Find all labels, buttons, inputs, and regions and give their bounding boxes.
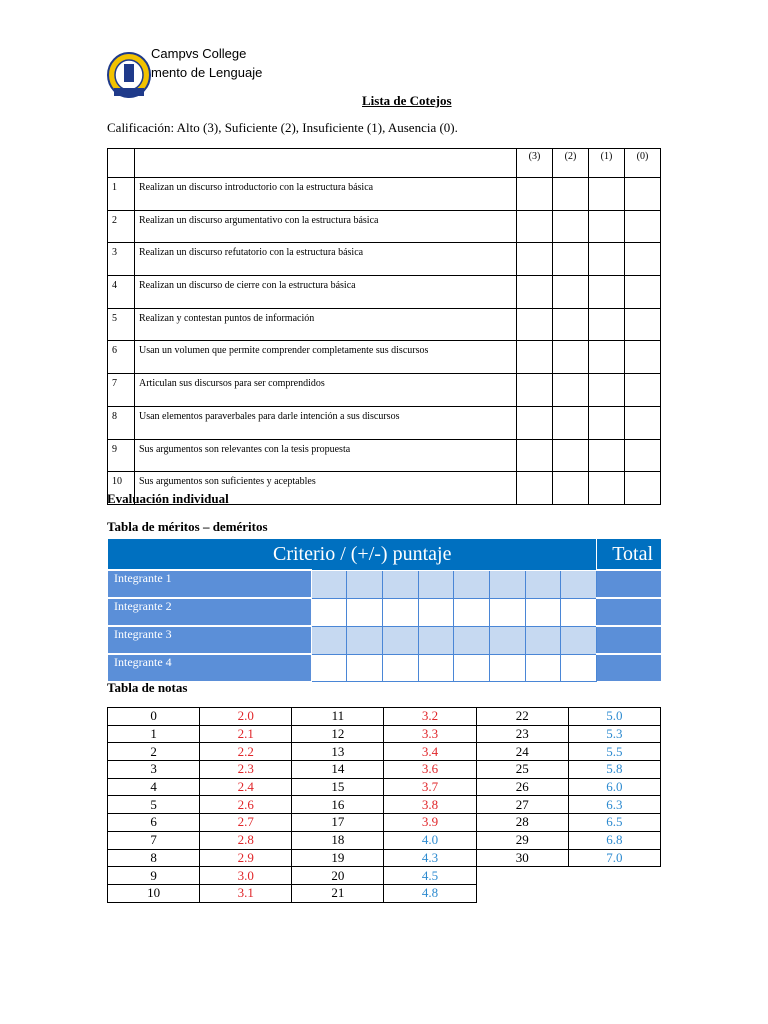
grade-row	[108, 743, 661, 761]
grade-row	[108, 867, 661, 885]
row-number: 5	[108, 308, 135, 341]
empty-cell	[476, 867, 568, 885]
score-points: 4	[108, 778, 200, 796]
score-cell[interactable]	[589, 439, 625, 472]
criteria-score-cell[interactable]	[311, 654, 347, 682]
empty-cell	[568, 867, 660, 885]
score-points: 27	[476, 796, 568, 814]
score-cell[interactable]	[625, 210, 661, 243]
score-cell[interactable]	[553, 308, 589, 341]
member-name: Integrante 1	[108, 570, 312, 598]
score-cell[interactable]	[589, 374, 625, 407]
score-points: 16	[292, 796, 384, 814]
checklist-row	[108, 308, 661, 341]
row-number: 8	[108, 406, 135, 439]
score-cell[interactable]	[625, 178, 661, 211]
criterion-text: Realizan un discurso de cierre con la estructura básica	[135, 276, 517, 309]
grade-value: 2.6	[200, 796, 292, 814]
score-cell[interactable]	[553, 406, 589, 439]
checklist-row	[108, 439, 661, 472]
total-cell[interactable]	[597, 570, 662, 598]
empty-cell	[476, 884, 568, 902]
score-header: (1)	[589, 149, 625, 178]
grade-row	[108, 708, 661, 726]
grade-value: 6.8	[568, 831, 660, 849]
checklist-row	[108, 210, 661, 243]
row-number: 9	[108, 439, 135, 472]
grade-value: 3.9	[384, 814, 476, 832]
merits-header-row	[108, 539, 662, 571]
grade-value: 3.3	[384, 725, 476, 743]
grade-value: 6.3	[568, 796, 660, 814]
grade-row	[108, 778, 661, 796]
score-cell[interactable]	[553, 276, 589, 309]
row-number: 7	[108, 374, 135, 407]
criteria-score-cell[interactable]	[561, 626, 597, 654]
criteria-score-cell[interactable]	[561, 598, 597, 626]
checklist-row	[108, 243, 661, 276]
grade-value: 2.2	[200, 743, 292, 761]
score-points: 10	[108, 884, 200, 902]
criteria-score-cell[interactable]	[454, 654, 490, 682]
criteria-score-cell[interactable]	[418, 598, 454, 626]
score-cell[interactable]	[625, 472, 661, 505]
score-points: 14	[292, 761, 384, 779]
score-cell[interactable]	[625, 276, 661, 309]
row-number: 1	[108, 178, 135, 211]
criteria-score-cell[interactable]	[525, 570, 561, 598]
score-cell[interactable]	[553, 341, 589, 374]
score-cell[interactable]	[589, 341, 625, 374]
score-points: 21	[292, 884, 384, 902]
criteria-score-cell[interactable]	[347, 626, 383, 654]
grades-table	[107, 707, 661, 903]
criteria-score-cell[interactable]	[418, 570, 454, 598]
grade-row	[108, 849, 661, 867]
criteria-score-cell[interactable]	[311, 570, 347, 598]
score-header: (3)	[517, 149, 553, 178]
criteria-header: Criterio / (+/-) puntaje	[108, 539, 597, 571]
grade-value: 3.2	[384, 708, 476, 726]
score-points: 3	[108, 761, 200, 779]
score-points: 5	[108, 796, 200, 814]
grade-value: 3.4	[384, 743, 476, 761]
score-cell[interactable]	[517, 374, 553, 407]
score-cell[interactable]	[625, 374, 661, 407]
grade-value: 5.0	[568, 708, 660, 726]
checklist-row	[108, 341, 661, 374]
criterion-text: Realizan un discurso introductorio con la estructura básica	[135, 178, 517, 211]
criterion-text: Articulan sus discursos para ser comprendidos	[135, 374, 517, 407]
header-criterion-cell	[135, 149, 517, 178]
header-number-cell	[108, 149, 135, 178]
grade-value: 5.5	[568, 743, 660, 761]
criteria-score-cell[interactable]	[490, 626, 526, 654]
school-logo-icon	[106, 50, 152, 100]
total-header: Total	[597, 539, 662, 571]
criteria-score-cell[interactable]	[454, 626, 490, 654]
member-name: Integrante 4	[108, 654, 312, 682]
score-cell[interactable]	[625, 308, 661, 341]
score-cell[interactable]	[517, 406, 553, 439]
score-cell[interactable]	[553, 210, 589, 243]
criteria-score-cell[interactable]	[347, 598, 383, 626]
criterion-text: Realizan un discurso argumentativo con la estructura básica	[135, 210, 517, 243]
grade-row	[108, 814, 661, 832]
criterion-text: Sus argumentos son relevantes con la tesis propuesta	[135, 439, 517, 472]
score-header: (0)	[625, 149, 661, 178]
member-row	[108, 570, 662, 598]
criteria-score-cell[interactable]	[311, 598, 347, 626]
grade-value: 4.5	[384, 867, 476, 885]
score-points: 25	[476, 761, 568, 779]
grade-row	[108, 884, 661, 902]
criterion-text: Realizan y contestan puntos de información	[135, 308, 517, 341]
criteria-score-cell[interactable]	[561, 570, 597, 598]
criterion-text: Realizan un discurso refutatorio con la estructura básica	[135, 243, 517, 276]
score-cell[interactable]	[589, 472, 625, 505]
score-points: 0	[108, 708, 200, 726]
grade-value: 6.5	[568, 814, 660, 832]
grade-value: 2.9	[200, 849, 292, 867]
score-points: 12	[292, 725, 384, 743]
grade-value: 4.0	[384, 831, 476, 849]
grade-row	[108, 831, 661, 849]
criteria-score-cell[interactable]	[454, 570, 490, 598]
score-cell[interactable]	[553, 472, 589, 505]
grade-value: 3.0	[200, 867, 292, 885]
criteria-score-cell[interactable]	[454, 598, 490, 626]
checklist-row	[108, 178, 661, 211]
row-number: 10	[108, 472, 135, 505]
score-cell[interactable]	[589, 276, 625, 309]
criteria-score-cell[interactable]	[490, 654, 526, 682]
score-cell[interactable]	[517, 439, 553, 472]
score-points: 7	[108, 831, 200, 849]
criteria-score-cell[interactable]	[525, 598, 561, 626]
criteria-score-cell[interactable]	[490, 598, 526, 626]
grade-value: 3.1	[200, 884, 292, 902]
checklist-row	[108, 406, 661, 439]
score-points: 19	[292, 849, 384, 867]
grade-value: 3.7	[384, 778, 476, 796]
grade-value: 3.6	[384, 761, 476, 779]
score-cell[interactable]	[517, 341, 553, 374]
score-cell[interactable]	[553, 439, 589, 472]
score-cell[interactable]	[589, 308, 625, 341]
score-points: 29	[476, 831, 568, 849]
score-points: 2	[108, 743, 200, 761]
grades-heading: Tabla de notas	[107, 680, 188, 695]
member-row	[108, 654, 662, 682]
member-row	[108, 598, 662, 626]
criteria-score-cell[interactable]	[383, 570, 419, 598]
score-points: 22	[476, 708, 568, 726]
criteria-score-cell[interactable]	[383, 598, 419, 626]
score-header: (2)	[553, 149, 589, 178]
score-cell[interactable]	[589, 243, 625, 276]
score-cell[interactable]	[625, 406, 661, 439]
score-points: 23	[476, 725, 568, 743]
grade-row	[108, 796, 661, 814]
score-points: 24	[476, 743, 568, 761]
score-points: 30	[476, 849, 568, 867]
checklist-table	[107, 148, 661, 505]
grade-value: 5.3	[568, 725, 660, 743]
score-cell[interactable]	[553, 374, 589, 407]
criterion-text: Sus argumentos son suficientes y aceptables	[135, 472, 517, 505]
member-name: Integrante 3	[108, 626, 312, 654]
score-points: 17	[292, 814, 384, 832]
score-cell[interactable]	[517, 308, 553, 341]
grade-value: 2.8	[200, 831, 292, 849]
grade-value: 7.0	[568, 849, 660, 867]
grade-value: 2.3	[200, 761, 292, 779]
criteria-score-cell[interactable]	[418, 654, 454, 682]
score-points: 1	[108, 725, 200, 743]
score-cell[interactable]	[517, 243, 553, 276]
criteria-score-cell[interactable]	[561, 654, 597, 682]
grade-value: 6.0	[568, 778, 660, 796]
score-cell[interactable]	[553, 243, 589, 276]
score-cell[interactable]	[625, 243, 661, 276]
merits-heading: Tabla de méritos – deméritos	[107, 519, 268, 534]
score-cell[interactable]	[517, 472, 553, 505]
score-cell[interactable]	[625, 439, 661, 472]
grade-value: 2.0	[200, 708, 292, 726]
grade-value: 2.1	[200, 725, 292, 743]
member-row	[108, 626, 662, 654]
score-points: 11	[292, 708, 384, 726]
grade-value: 3.8	[384, 796, 476, 814]
criteria-score-cell[interactable]	[347, 570, 383, 598]
row-number: 6	[108, 341, 135, 374]
score-points: 8	[108, 849, 200, 867]
empty-cell	[568, 884, 660, 902]
grade-value: 2.7	[200, 814, 292, 832]
score-points: 15	[292, 778, 384, 796]
criteria-score-cell[interactable]	[383, 654, 419, 682]
grade-row	[108, 725, 661, 743]
score-cell[interactable]	[589, 406, 625, 439]
criteria-score-cell[interactable]	[347, 654, 383, 682]
score-cell[interactable]	[589, 210, 625, 243]
criteria-score-cell[interactable]	[383, 626, 419, 654]
total-cell[interactable]	[597, 598, 662, 626]
grading-scale: Calificación: Alto (3), Suficiente (2), Insuficiente (1), Ausencia (0).	[107, 120, 458, 135]
total-cell[interactable]	[597, 626, 662, 654]
grade-row	[108, 761, 661, 779]
score-points: 9	[108, 867, 200, 885]
score-points: 26	[476, 778, 568, 796]
row-number: 4	[108, 276, 135, 309]
criteria-score-cell[interactable]	[311, 626, 347, 654]
department-name: mento de Lenguaje	[151, 65, 263, 80]
school-name: Campvs College	[151, 46, 247, 61]
score-points: 28	[476, 814, 568, 832]
score-cell[interactable]	[517, 276, 553, 309]
merits-table	[107, 538, 662, 682]
criteria-score-cell[interactable]	[525, 654, 561, 682]
score-points: 18	[292, 831, 384, 849]
member-name: Integrante 2	[108, 598, 312, 626]
checklist-row	[108, 276, 661, 309]
grade-value: 2.4	[200, 778, 292, 796]
criteria-score-cell[interactable]	[418, 626, 454, 654]
criterion-text: Usan un volumen que permite comprender completamente sus discursos	[135, 341, 517, 374]
checklist-row	[108, 374, 661, 407]
score-cell[interactable]	[517, 178, 553, 211]
score-points: 6	[108, 814, 200, 832]
score-cell[interactable]	[589, 178, 625, 211]
criterion-text: Usan elementos paraverbales para darle intención a sus discursos	[135, 406, 517, 439]
score-cell[interactable]	[553, 178, 589, 211]
score-cell[interactable]	[517, 210, 553, 243]
grade-value: 4.8	[384, 884, 476, 902]
checklist-header-row	[108, 149, 661, 178]
criteria-score-cell[interactable]	[525, 626, 561, 654]
individual-heading: Evaluación individual	[107, 491, 229, 506]
grade-value: 4.3	[384, 849, 476, 867]
score-points: 20	[292, 867, 384, 885]
score-cell[interactable]	[625, 341, 661, 374]
row-number: 2	[108, 210, 135, 243]
total-cell[interactable]	[597, 654, 662, 682]
score-points: 13	[292, 743, 384, 761]
page-title: Lista de Cotejos	[362, 93, 452, 108]
grade-value: 5.8	[568, 761, 660, 779]
row-number: 3	[108, 243, 135, 276]
criteria-score-cell[interactable]	[490, 570, 526, 598]
